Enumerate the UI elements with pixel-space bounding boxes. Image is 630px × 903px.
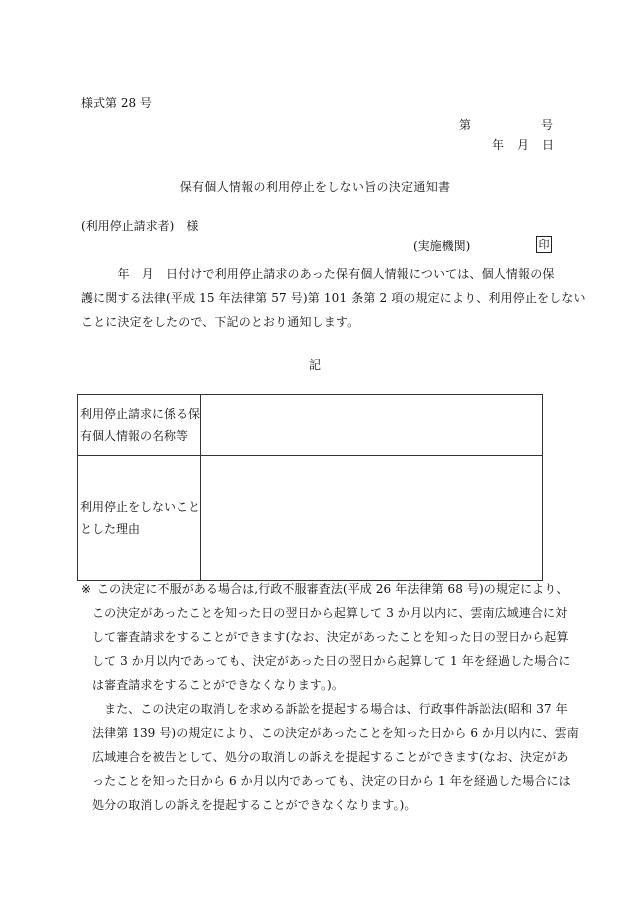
- row-value: [201, 456, 543, 581]
- body-paragraph: [81, 267, 586, 340]
- note-text: この決定に不服がある場合は,行政不服審査法(平成 26 年法律第 68 号)の規定により、: [97, 582, 569, 596]
- details-table: [77, 394, 543, 581]
- addressee: (利用停止請求者) 様: [81, 219, 199, 233]
- note-line: 処分の取消しの訴えを提起することができなくなります。)。: [92, 798, 417, 812]
- row-label: [78, 395, 201, 456]
- number-suffix: 号: [541, 118, 554, 132]
- body-line: 護に関する法律(平成 15 年法律第 57 号)第 101 条第 2 項の規定により、利用停止をしない: [81, 291, 586, 305]
- note-line: 法律第 139 号)の規定により、この決定があったことを知った日から 6 か月以内に、雲南: [92, 726, 579, 740]
- table-row: [78, 456, 543, 581]
- body-line: ことに決定をしたので、下記のとおり通知します。: [81, 315, 360, 329]
- issuing-agency: (実施機関): [413, 239, 471, 253]
- label-line: 利用停止をしないこと: [80, 500, 201, 514]
- date-year-label: 年: [492, 138, 505, 152]
- label-line: 有個人情報の名称等: [80, 429, 189, 443]
- table-row: [78, 395, 543, 456]
- label-line: 利用停止請求に係る保: [80, 407, 201, 421]
- date-month-label: 月: [517, 138, 530, 152]
- note-line: [81, 582, 569, 607]
- note-line: また、この決定の取消しを求める訴訟を提起する場合は、行政事件訴訟法(昭和 37 年: [104, 702, 568, 716]
- document-title: 保有個人情報の利用停止をしない旨の決定通知書: [179, 180, 451, 194]
- ki-heading: 記: [308, 358, 321, 372]
- note-line: は審査請求をすることができなくなります。)。: [92, 678, 344, 692]
- reference-mark: ※: [81, 582, 92, 596]
- note-line: して審査請求をすることができます(なお、決定があったことを知った日の翌日から起算: [92, 630, 569, 644]
- label-line: とした理由: [80, 522, 141, 536]
- row-label: [78, 456, 201, 581]
- note-line: して 3 か月以内であっても、決定があった日の翌日から起算して 1 年を経過した場合に: [92, 654, 571, 668]
- row-value: [201, 395, 543, 456]
- note-line: ったことを知った日から 6 か月以内であっても、決定の日から 1 年を経過した場合には: [92, 774, 571, 788]
- note-line: 広域連合を被告として、処分の取消しの訴えを提起することができます(なお、決定があ: [92, 750, 569, 764]
- body-line: 年 月 日付けで利用停止請求のあった保有個人情報については、個人情報の保: [81, 267, 555, 281]
- number-prefix: 第: [459, 118, 472, 132]
- date-day-label: 日: [542, 138, 555, 152]
- seal-mark: 印: [536, 236, 552, 253]
- form-number: 様式第 28 号: [81, 96, 152, 110]
- appeal-note: [81, 582, 579, 823]
- note-line: この決定があったことを知った日の翌日から起算して 3 か月以内に、雲南広域連合に対: [92, 606, 568, 620]
